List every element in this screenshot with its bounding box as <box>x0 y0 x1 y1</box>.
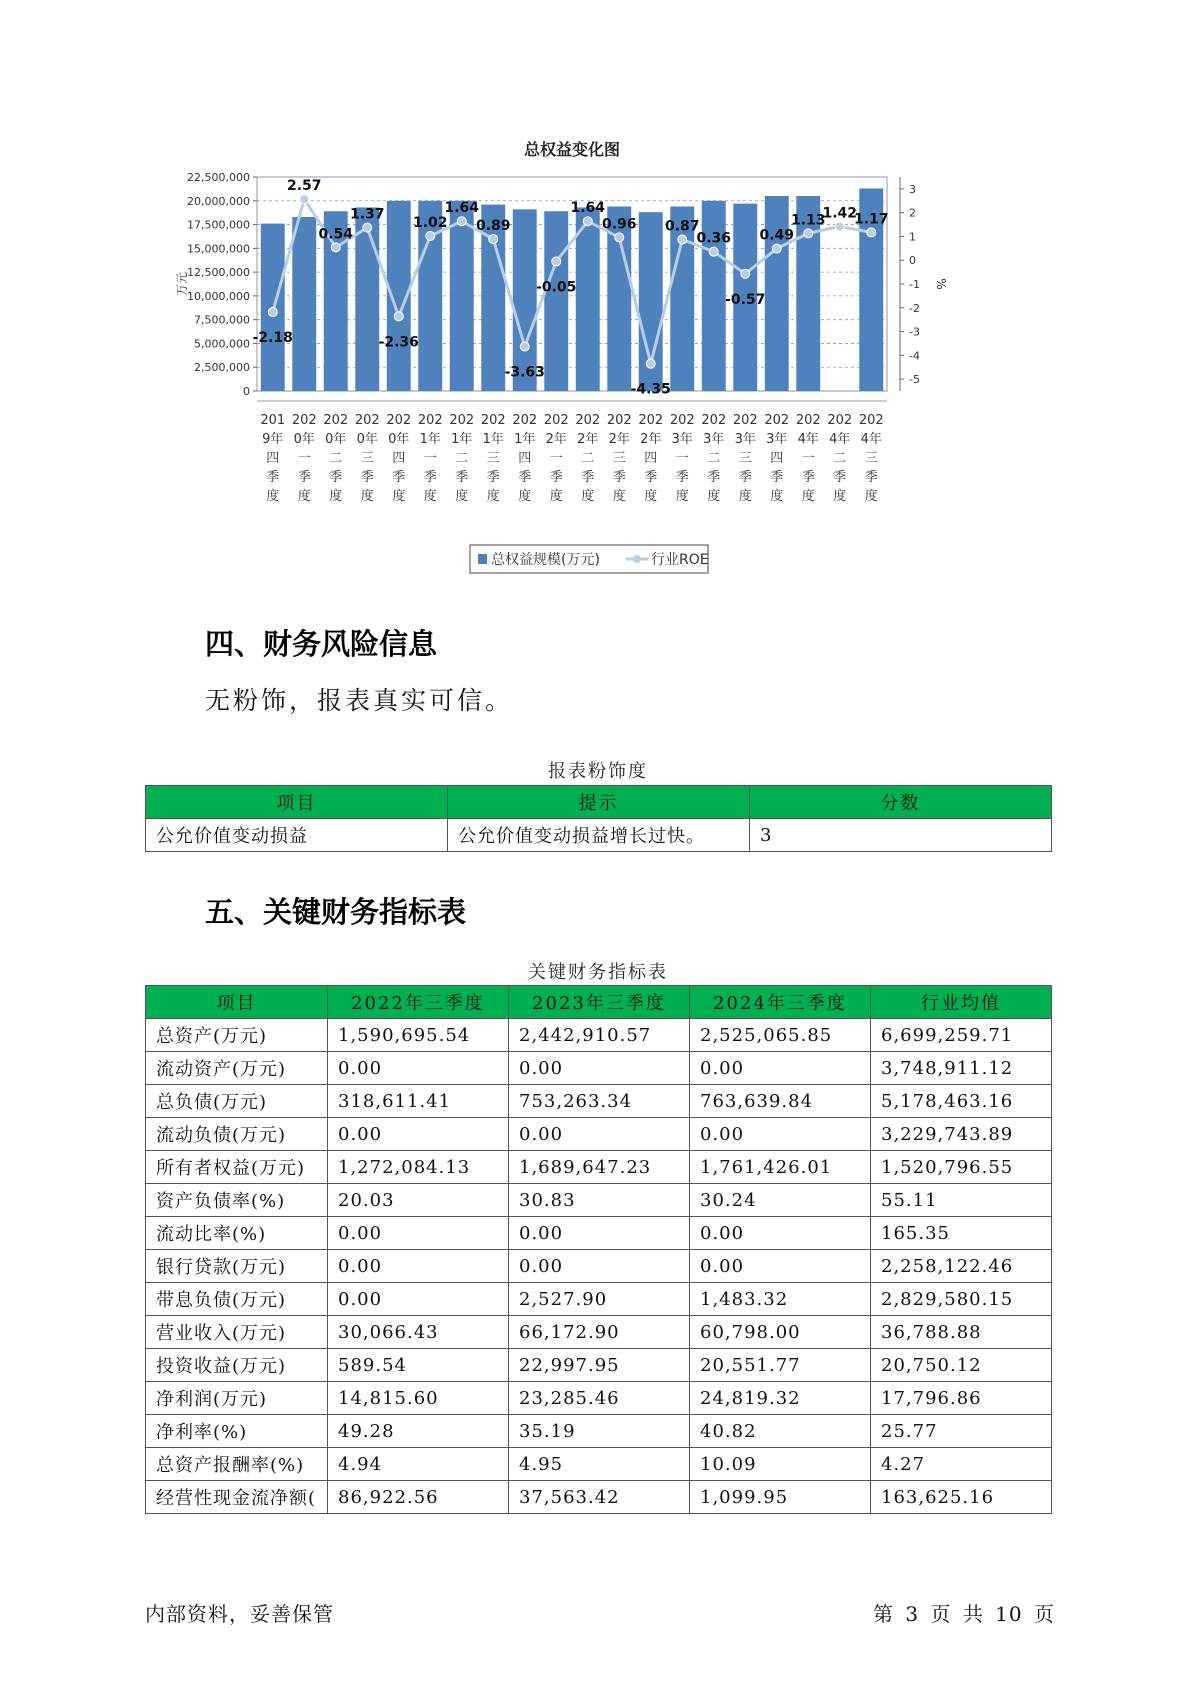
x-tick-label: 三 <box>486 451 500 466</box>
bar <box>702 201 726 391</box>
x-tick-label: 季 <box>392 470 406 485</box>
risk-table-header <box>146 786 1052 819</box>
x-tick-label: 202 <box>575 413 601 428</box>
indicators-table-cell: 60,798.00 <box>690 1316 871 1349</box>
indicators-table-cell: 40.82 <box>690 1415 871 1448</box>
table-row <box>146 1184 1052 1217</box>
x-tick-label: 202 <box>669 413 695 428</box>
indicators-table-cell: 总资产(万元) <box>146 1019 328 1052</box>
roe-data-label: 1.42 <box>822 205 858 222</box>
y-tick-label: 22,500,000 <box>187 171 250 184</box>
x-tick-label: 0年 <box>325 432 347 447</box>
indicators-table-cell: 4.94 <box>328 1448 509 1481</box>
x-tick-label: 季 <box>738 470 752 485</box>
indicators-table-cell: 55.11 <box>871 1184 1052 1217</box>
risk-table-header-cell: 项目 <box>146 786 448 819</box>
equity-chart <box>160 135 1060 595</box>
x-tick-label: 202 <box>417 413 443 428</box>
indicators-table-cell: 4.27 <box>871 1448 1052 1481</box>
indicators-table-cell: 0.00 <box>509 1118 690 1151</box>
roe-point <box>741 269 750 278</box>
indicators-table-cell: 14,815.60 <box>328 1382 509 1415</box>
x-tick-label: 3年 <box>671 432 693 447</box>
indicators-table-cell: 0.00 <box>690 1052 871 1085</box>
roe-point <box>426 231 435 240</box>
x-tick-label: 202 <box>354 413 380 428</box>
y-tick-label: 7,500,000 <box>194 313 250 327</box>
x-tick-label: 四 <box>266 451 280 466</box>
x-tick-label: 一 <box>297 451 311 466</box>
x-tick-label: 四 <box>392 451 406 466</box>
x-tick-label: 季 <box>266 470 280 485</box>
roe-data-label: 0.54 <box>318 226 354 243</box>
roe-data-label: 1.64 <box>444 200 480 217</box>
roe-data-label: 0.96 <box>601 216 637 233</box>
table-row <box>146 1316 1052 1349</box>
indicators-table-cell: 净利润(万元) <box>146 1382 328 1415</box>
roe-point <box>520 342 529 351</box>
roe-point <box>457 217 466 226</box>
indicators-table-cell: 银行贷款(万元) <box>146 1250 328 1283</box>
y2-tick-label: -2 <box>909 301 920 315</box>
table-row <box>146 1085 1052 1118</box>
indicators-table-cell: 3,748,911.12 <box>871 1052 1052 1085</box>
risk-table-cell: 公允价值变动损益增长过快。 <box>448 819 750 852</box>
x-tick-label: 度 <box>833 489 847 504</box>
x-tick-label: 1年 <box>514 432 536 447</box>
indicators-table-cell: 66,172.90 <box>509 1316 690 1349</box>
x-tick-label: 度 <box>801 489 815 504</box>
indicators-table-cell: 0.00 <box>509 1217 690 1250</box>
x-tick-label: 202 <box>291 413 317 428</box>
y-tick-label: 20,000,000 <box>187 194 250 208</box>
risk-summary-text: 无粉饰，报表真实可信。 <box>205 686 514 715</box>
y2-tick-label: -4 <box>909 349 920 363</box>
indicators-table-cell: 37,563.42 <box>509 1481 690 1514</box>
table-row <box>146 1151 1052 1184</box>
indicators-table-cell: 0.00 <box>690 1250 871 1283</box>
x-tick-label: 三 <box>612 451 626 466</box>
table-row <box>146 819 1052 852</box>
x-tick-label: 9年 <box>262 432 284 447</box>
equity-chart-svg <box>160 135 1060 595</box>
x-tick-label: 202 <box>764 413 790 428</box>
x-tick-label: 3年 <box>734 432 756 447</box>
x-tick-label: 202 <box>732 413 758 428</box>
x-tick-label: 度 <box>486 489 500 504</box>
indicators-table-cell: 20.03 <box>328 1184 509 1217</box>
roe-data-label: 0.36 <box>696 230 732 247</box>
indicators-table-cell: 1,761,426.01 <box>690 1151 871 1184</box>
x-tick-label: 二 <box>581 451 595 466</box>
table-row <box>146 1052 1052 1085</box>
bar <box>576 207 600 391</box>
indicators-table-cell: 86,922.56 <box>328 1481 509 1514</box>
x-tick-label: 三 <box>738 451 752 466</box>
bar <box>544 211 568 391</box>
indicators-table-caption: 关键财务指标表 <box>528 962 668 983</box>
indicators-table-header-cell: 2023年三季度 <box>509 986 690 1019</box>
x-tick-label: 度 <box>549 489 563 504</box>
indicators-table-cell: 23,285.46 <box>509 1382 690 1415</box>
x-tick-label: 度 <box>581 489 595 504</box>
roe-point <box>489 235 498 244</box>
indicators-table-header-cell: 行业均值 <box>871 986 1052 1019</box>
table-row <box>146 1118 1052 1151</box>
risk-table-header-cell: 分数 <box>750 786 1052 819</box>
x-tick-label: 度 <box>707 489 721 504</box>
x-tick-label: 季 <box>581 470 595 485</box>
indicators-table-cell: 589.54 <box>328 1349 509 1382</box>
chart-title: 总权益变化图 <box>523 140 621 159</box>
x-tick-label: 季 <box>360 470 374 485</box>
table-row <box>146 1349 1052 1382</box>
x-tick-label: 四 <box>770 451 784 466</box>
bar <box>765 196 789 391</box>
x-tick-label: 0年 <box>388 432 410 447</box>
x-tick-label: 度 <box>518 489 532 504</box>
roe-point <box>646 359 655 368</box>
roe-data-label: -0.05 <box>536 279 577 296</box>
y-tick-label: 2,500,000 <box>194 361 250 375</box>
x-tick-label: 4年 <box>829 432 851 447</box>
table-row <box>146 1481 1052 1514</box>
x-tick-label: 2年 <box>545 432 567 447</box>
indicators-table-cell: 10.09 <box>690 1448 871 1481</box>
x-tick-label: 二 <box>833 451 847 466</box>
x-tick-label: 3年 <box>766 432 788 447</box>
indicators-table-cell: 流动资产(万元) <box>146 1052 328 1085</box>
roe-data-label: 2.57 <box>286 178 322 195</box>
x-tick-label: 季 <box>455 470 469 485</box>
roe-data-label: -0.57 <box>725 291 766 308</box>
roe-data-label: -4.35 <box>630 381 671 398</box>
table-row <box>146 1019 1052 1052</box>
roe-point <box>363 223 372 232</box>
risk-table-header-cell: 提示 <box>448 786 750 819</box>
x-tick-label: 202 <box>323 413 349 428</box>
indicators-table-header-cell: 2022年三季度 <box>328 986 509 1019</box>
indicators-table-cell: 带息负债(万元) <box>146 1283 328 1316</box>
x-tick-label: 1年 <box>482 432 504 447</box>
indicators-table-cell: 24,819.32 <box>690 1382 871 1415</box>
table-row <box>146 1217 1052 1250</box>
indicators-table-cell: 36,788.88 <box>871 1316 1052 1349</box>
x-tick-label: 季 <box>864 470 878 485</box>
indicators-table-header-cell: 项目 <box>146 986 328 1019</box>
bar <box>450 201 474 391</box>
x-tick-label: 二 <box>707 451 721 466</box>
roe-data-label: 1.64 <box>570 200 606 217</box>
roe-point <box>867 228 876 237</box>
x-tick-label: 度 <box>329 489 343 504</box>
indicators-table-cell: 17,796.86 <box>871 1382 1052 1415</box>
indicators-table-cell: 资产负债率(%) <box>146 1184 328 1217</box>
x-tick-label: 二 <box>455 451 469 466</box>
x-tick-label: 季 <box>518 470 532 485</box>
x-tick-label: 2年 <box>577 432 599 447</box>
indicators-table-cell: 20,551.77 <box>690 1349 871 1382</box>
risk-table-caption: 报表粉饰度 <box>548 761 648 782</box>
x-tick-label: 季 <box>612 470 626 485</box>
indicators-table-cell: 5,178,463.16 <box>871 1085 1052 1118</box>
x-tick-label: 季 <box>833 470 847 485</box>
indicators-table-cell: 25.77 <box>871 1415 1052 1448</box>
x-tick-label: 四 <box>644 451 658 466</box>
x-tick-label: 度 <box>423 489 437 504</box>
x-tick-label: 202 <box>701 413 727 428</box>
roe-data-label: 1.37 <box>349 206 385 223</box>
footer-confidential: 内部资料，妥善保管 <box>145 1602 334 1626</box>
section-title-indicators: 五、关键财务指标表 <box>205 895 467 929</box>
x-tick-label: 度 <box>392 489 406 504</box>
x-tick-label: 季 <box>770 470 784 485</box>
table-row <box>146 1283 1052 1316</box>
indicators-table-cell: 0.00 <box>328 1118 509 1151</box>
y-tick-label: 10,000,000 <box>187 289 250 303</box>
roe-data-label: 1.02 <box>412 214 448 231</box>
x-tick-label: 1年 <box>419 432 441 447</box>
roe-point <box>615 233 624 242</box>
indicators-table-cell: 0.00 <box>328 1052 509 1085</box>
table-row <box>146 1448 1052 1481</box>
indicators-table-header <box>146 986 1052 1019</box>
x-tick-label: 度 <box>455 489 469 504</box>
y2-axis-label: % <box>934 278 948 290</box>
indicators-table-cell: 流动负债(万元) <box>146 1118 328 1151</box>
bar <box>355 207 379 391</box>
indicators-table-cell: 6,699,259.71 <box>871 1019 1052 1052</box>
indicators-table-cell: 营业收入(万元) <box>146 1316 328 1349</box>
x-tick-label: 201 <box>260 413 286 428</box>
x-tick-label: 202 <box>795 413 821 428</box>
x-tick-label: 季 <box>707 470 721 485</box>
indicators-table <box>145 985 1052 1514</box>
x-tick-label: 三 <box>360 451 374 466</box>
risk-table-body <box>146 819 1052 852</box>
x-tick-label: 一 <box>549 451 563 466</box>
y2-tick-label: -5 <box>909 373 920 387</box>
indicators-table-cell: 0.00 <box>690 1217 871 1250</box>
y2-tick-label: 2 <box>909 206 916 220</box>
y-tick-label: 12,500,000 <box>187 266 250 280</box>
x-tick-label: 202 <box>543 413 569 428</box>
indicators-table-cell: 2,258,122.46 <box>871 1250 1052 1283</box>
x-tick-label: 2年 <box>608 432 630 447</box>
indicators-table-cell: 2,527.90 <box>509 1283 690 1316</box>
x-tick-label: 202 <box>386 413 412 428</box>
risk-table-cell: 公允价值变动损益 <box>146 819 448 852</box>
risk-table <box>145 785 1052 852</box>
x-tick-label: 度 <box>675 489 689 504</box>
x-tick-label: 202 <box>606 413 632 428</box>
indicators-table-cell: 318,611.41 <box>328 1085 509 1118</box>
indicators-table-cell: 经营性现金流净额( <box>146 1481 328 1514</box>
x-tick-label: 3年 <box>703 432 725 447</box>
x-tick-label: 4年 <box>860 432 882 447</box>
x-tick-label: 季 <box>329 470 343 485</box>
roe-point <box>300 195 309 204</box>
x-tick-label: 度 <box>266 489 280 504</box>
indicators-table-header-cell: 2024年三季度 <box>690 986 871 1019</box>
x-tick-label: 0年 <box>293 432 315 447</box>
x-tick-label: 二 <box>329 451 343 466</box>
legend-swatch-bar <box>478 554 487 564</box>
x-tick-label: 度 <box>297 489 311 504</box>
roe-data-label: -2.18 <box>252 330 293 347</box>
roe-point <box>268 308 277 317</box>
y2-tick-label: -3 <box>909 325 920 339</box>
legend-label-line: 行业ROE <box>651 552 709 568</box>
section-title-risk: 四、财务风险信息 <box>205 627 438 661</box>
roe-point <box>394 312 403 321</box>
indicators-table-cell: 1,099.95 <box>690 1481 871 1514</box>
indicators-table-cell: 0.00 <box>328 1250 509 1283</box>
y-tick-label: 0 <box>243 385 250 398</box>
x-tick-label: 季 <box>549 470 563 485</box>
indicators-table-cell: 20,750.12 <box>871 1349 1052 1382</box>
y2-tick-label: 3 <box>909 182 916 196</box>
roe-data-label: 1.17 <box>853 211 889 228</box>
indicators-table-cell: 49.28 <box>328 1415 509 1448</box>
roe-data-label: 0.49 <box>759 227 795 244</box>
indicators-table-cell: 2,442,910.57 <box>509 1019 690 1052</box>
x-tick-label: 202 <box>449 413 475 428</box>
indicators-table-cell: 30,066.43 <box>328 1316 509 1349</box>
indicators-table-cell: 35.19 <box>509 1415 690 1448</box>
x-tick-label: 四 <box>518 451 532 466</box>
indicators-table-cell: 2,829,580.15 <box>871 1283 1052 1316</box>
legend-label-bar: 总权益规模(万元) <box>491 552 600 568</box>
indicators-table-cell: 0.00 <box>328 1283 509 1316</box>
roe-data-label: -3.63 <box>504 364 545 381</box>
table-row <box>146 1415 1052 1448</box>
indicators-table-cell: 0.00 <box>328 1217 509 1250</box>
bar <box>292 217 316 391</box>
roe-data-label: 0.87 <box>664 218 700 235</box>
indicators-table-cell: 0.00 <box>690 1118 871 1151</box>
y-axis-label: 万元 <box>175 271 189 297</box>
x-tick-label: 一 <box>423 451 437 466</box>
x-tick-label: 度 <box>770 489 784 504</box>
roe-point <box>804 229 813 238</box>
roe-data-label: -2.36 <box>378 334 419 351</box>
x-tick-label: 一 <box>675 451 689 466</box>
indicators-table-cell: 763,639.84 <box>690 1085 871 1118</box>
indicators-table-cell: 投资收益(万元) <box>146 1349 328 1382</box>
x-tick-label: 202 <box>480 413 506 428</box>
roe-point <box>709 247 718 256</box>
indicators-table-cell: 流动比率(%) <box>146 1217 328 1250</box>
indicators-table-cell: 1,272,084.13 <box>328 1151 509 1184</box>
x-tick-label: 2年 <box>640 432 662 447</box>
roe-data-label: 0.89 <box>475 218 511 235</box>
x-tick-label: 度 <box>360 489 374 504</box>
y-tick-label: 5,000,000 <box>194 337 250 351</box>
indicators-table-cell: 22,997.95 <box>509 1349 690 1382</box>
indicators-table-cell: 净利率(%) <box>146 1415 328 1448</box>
legend-swatch-point <box>633 555 641 563</box>
indicators-table-cell: 4.95 <box>509 1448 690 1481</box>
x-tick-label: 季 <box>801 470 815 485</box>
x-tick-label: 202 <box>858 413 884 428</box>
x-tick-label: 季 <box>644 470 658 485</box>
x-tick-label: 度 <box>644 489 658 504</box>
x-tick-label: 季 <box>675 470 689 485</box>
x-tick-label: 季 <box>423 470 437 485</box>
y2-tick-label: 0 <box>909 254 916 268</box>
y2-tick-label: -1 <box>909 278 920 291</box>
indicators-table-body <box>146 1019 1052 1514</box>
indicators-table-cell: 3,229,743.89 <box>871 1118 1052 1151</box>
x-tick-label: 0年 <box>356 432 378 447</box>
y-tick-label: 17,500,000 <box>187 218 250 232</box>
indicators-table-cell: 30.83 <box>509 1184 690 1217</box>
indicators-table-cell: 1,590,695.54 <box>328 1019 509 1052</box>
indicators-table-cell: 1,689,647.23 <box>509 1151 690 1184</box>
roe-point <box>678 235 687 244</box>
indicators-table-cell: 2,525,065.85 <box>690 1019 871 1052</box>
indicators-table-cell: 0.00 <box>509 1250 690 1283</box>
indicators-table-cell: 0.00 <box>509 1052 690 1085</box>
indicators-table-cell: 165.35 <box>871 1217 1052 1250</box>
indicators-table-cell: 30.24 <box>690 1184 871 1217</box>
x-tick-label: 度 <box>864 489 878 504</box>
x-tick-label: 季 <box>297 470 311 485</box>
x-tick-label: 度 <box>738 489 752 504</box>
indicators-table-cell: 753,263.34 <box>509 1085 690 1118</box>
y-tick-label: 15,000,000 <box>187 242 250 256</box>
roe-point <box>772 244 781 253</box>
indicators-table-cell: 所有者权益(万元) <box>146 1151 328 1184</box>
indicators-table-cell: 1,520,796.55 <box>871 1151 1052 1184</box>
risk-table-cell: 3 <box>750 819 1052 852</box>
table-row <box>146 1382 1052 1415</box>
y2-tick-label: 1 <box>909 230 916 244</box>
roe-point <box>331 243 340 252</box>
x-tick-label: 一 <box>801 451 815 466</box>
x-tick-label: 4年 <box>797 432 819 447</box>
x-tick-label: 202 <box>512 413 538 428</box>
roe-data-label: 1.13 <box>790 212 826 229</box>
indicators-table-cell: 1,483.32 <box>690 1283 871 1316</box>
x-tick-label: 202 <box>638 413 664 428</box>
indicators-table-cell: 总资产报酬率(%) <box>146 1448 328 1481</box>
table-row <box>146 1250 1052 1283</box>
indicators-table-cell: 总负债(万元) <box>146 1085 328 1118</box>
x-tick-label: 季 <box>486 470 500 485</box>
x-tick-label: 三 <box>864 451 878 466</box>
x-tick-label: 度 <box>612 489 626 504</box>
roe-point <box>552 257 561 266</box>
footer-page-number: 第 3 页 共 10 页 <box>873 1602 1055 1626</box>
x-tick-label: 202 <box>827 413 853 428</box>
roe-point <box>583 217 592 226</box>
x-tick-label: 1年 <box>451 432 473 447</box>
roe-point <box>835 222 844 231</box>
indicators-table-cell: 163,625.16 <box>871 1481 1052 1514</box>
